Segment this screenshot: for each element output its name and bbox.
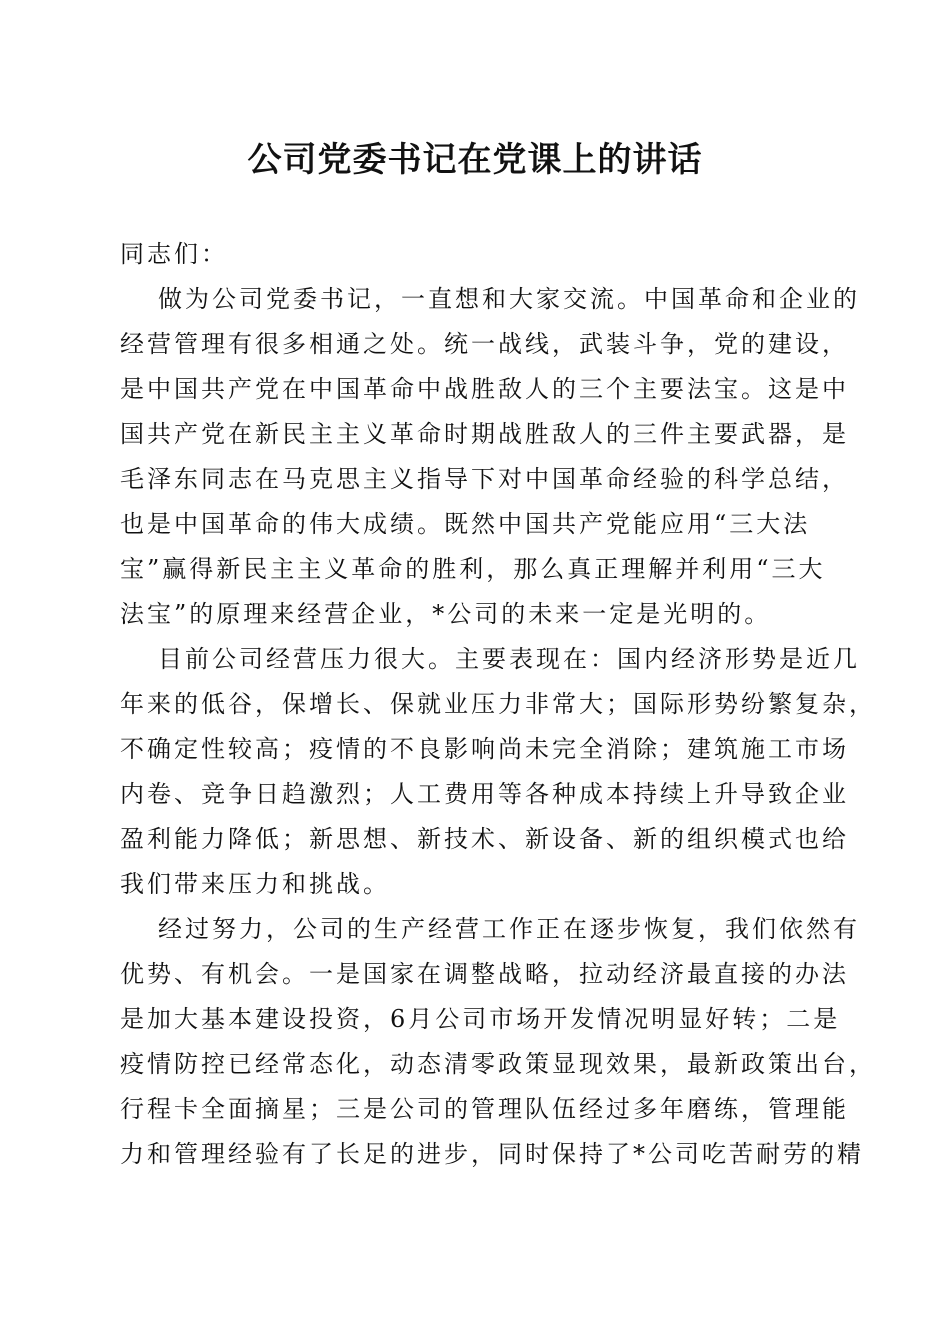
paragraph-1-line-3: 是中国共产党在中国革命中战胜敌人的三个主要法宝。这是中 (120, 375, 849, 403)
paragraph-2-line-2: 年来的低谷，保增长、保就业压力非常大；国际形势纷繁复杂， (120, 690, 876, 718)
document-body (120, 232, 876, 1177)
paragraph-3-line-6: 力和管理经验有了长足的进步，同时保持了*公司吃苦耐劳的精 (120, 1140, 864, 1168)
paragraph-3-line-1: 经过努力，公司的生产经营工作正在逐步恢复，我们依然有 (158, 915, 860, 943)
paragraph-2-line-1: 目前公司经营压力很大。主要表现在：国内经济形势是近几 (158, 645, 860, 673)
salutation: 同志们： (120, 240, 228, 268)
paragraph-1-line-5: 毛泽东同志在马克思主义指导下对中国革命经验的科学总结， (120, 465, 849, 493)
paragraph-3-line-4: 疫情防控已经常态化，动态清零政策显现效果，最新政策出台， (120, 1050, 876, 1078)
paragraph-1-line-6: 也是中国革命的伟大成绩。既然中国共产党能应用“三大法 (120, 510, 811, 538)
paragraph-2-line-6: 我们带来压力和挑战。 (120, 870, 390, 898)
paragraph-3-line-5: 行程卡全面摘星；三是公司的管理队伍经过多年磨练，管理能 (120, 1095, 849, 1123)
paragraph-2-line-3: 不确定性较高；疫情的不良影响尚未完全消除；建筑施工市场 (120, 735, 849, 763)
document-title: 公司党委书记在党课上的讲话 (247, 140, 703, 180)
paragraph-3-line-3: 是加大基本建设投资，6月公司市场开发情况明显好转；二是 (120, 1005, 841, 1033)
paragraph-2-line-5: 盈利能力降低；新思想、新技术、新设备、新的组织模式也给 (120, 825, 849, 853)
paragraph-1-line-4: 国共产党在新民主主义革命时期战胜敌人的三件主要武器，是 (120, 420, 849, 448)
paragraph-1-line-1: 做为公司党委书记，一直想和大家交流。中国革命和企业的 (158, 285, 860, 313)
paragraph-3-line-2: 优势、有机会。一是国家在调整战略，拉动经济最直接的办法 (120, 960, 849, 988)
paragraph-1-line-8: 法宝”的原理来经营企业，*公司的未来一定是光明的。 (120, 600, 772, 628)
paragraph-1-line-7: 宝”赢得新民主主义革命的胜利，那么真正理解并利用“三大 (120, 555, 826, 583)
paragraph-2-line-4: 内卷、竞争日趋激烈；人工费用等各种成本持续上升导致企业 (120, 780, 849, 808)
paragraph-1-line-2: 经营管理有很多相通之处。统一战线，武装斗争，党的建设， (120, 330, 849, 358)
